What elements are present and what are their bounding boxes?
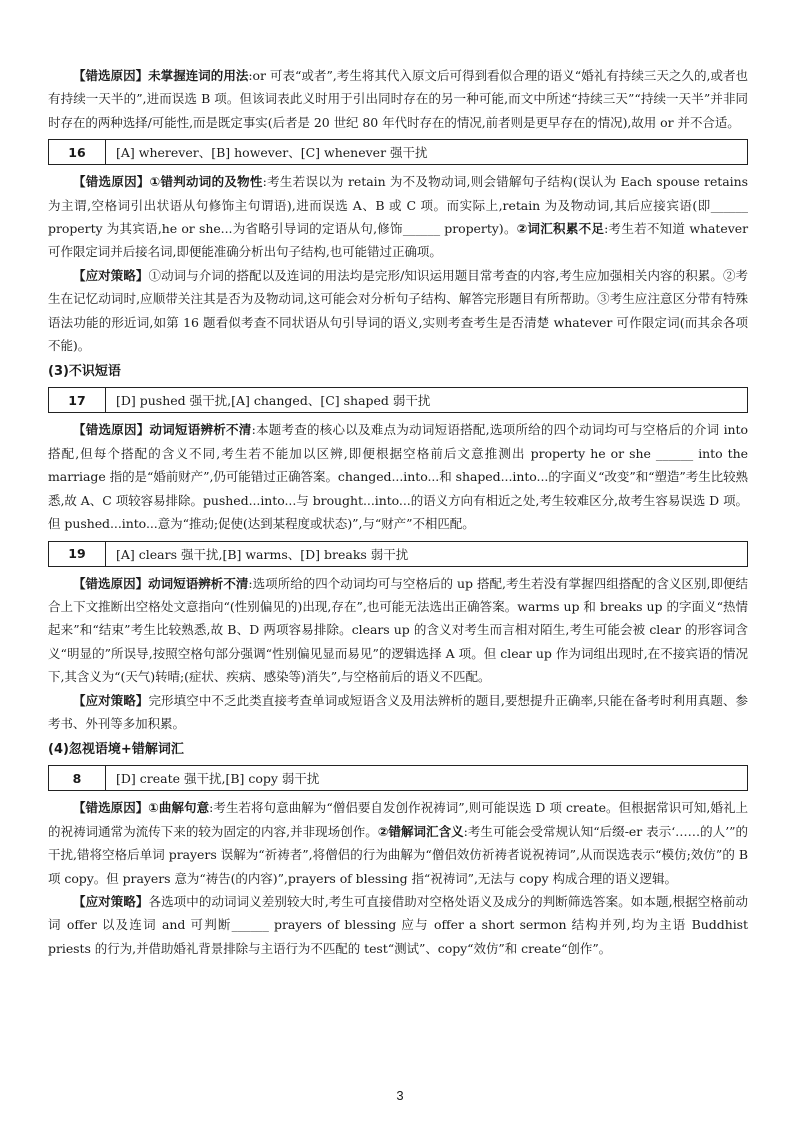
text-run: :or 可表“或者”,考生将其代入原文后可得到看似合理的语义“婚礼有持续三天之久的,或者也有持续一天半的”,进而误选 B 项。但该词表此义时用于引出同时存在的另一种可能,而文中所述“持续三天”“持续一天半”并非同时存在的两种选择/可能性,而是既定事实(后者是 20 世纪 80 年代时存在的情况,前者则是更早存在的情况),故用 or 并不合适。 <box>48 68 748 130</box>
text-run: 各选项中的动词词义差别较大时,考生可直接借助对空格处语义及成分的判断筛选答案。如本题,根据空格前动词 offer 以及连词 and 可判断______ prayers of blessing 应与 offer a short sermon 结构并列,均为主语 Buddhist priests 的行为,并借助婚礼背景排除与主语行为不匹配的 test“测试”、copy“效仿”和 create“创作”。 <box>48 893 749 956</box>
paragraph <box>48 264 748 358</box>
section-heading: (4)忽视语境+错解词汇 <box>48 742 184 758</box>
text-run: ①动词与介词的搭配以及连词的用法均是完形/知识运用题目常考查的内容,考生应加强相关内容的积累。②考生在记忆动词时,应顺带关注其是否为及物动词,这可能会对分析句子结构、解答完形题目有所帮助。③考生应注意区分带有特殊语法功能的形近词,如第 16 题看似考查不同状语从句引导词的语义,实则考查考生是否清楚 whatever 可作限定词(而其余各项不能)。 <box>48 267 748 354</box>
paragraph <box>48 796 748 890</box>
paragraph <box>48 418 748 535</box>
bold-label: 【错选原因】动词短语辨析不清 <box>73 575 249 591</box>
text-run: :考生若将句意曲解为“僧侣要自发创作祝祷词”,则可能误选 D 项 create。但根据常识可知,婚礼上的祝祷词通常为流传下来的较为固定的内容,并非现场创作。 <box>48 800 748 839</box>
paragraph <box>48 890 748 960</box>
question-number: 8 <box>49 766 106 790</box>
page-number: 3 <box>396 1088 404 1103</box>
text-run: :本题考查的核心以及难点为动词短语搭配,选项所给的四个动词均可与空格后的介词 into 搭配,但每个搭配的含义不同,考生若不能加以区辨,即便根据空格前后文意推测出 property he or she ______ into the marriage 指的是“婚前财产”,仍可能错过正确答案。changed...into...和 shaped...into...的字面义“改变”和“塑造”考生比较熟悉,故 A、C 项较容易排除。pushed...into...与 brought...into...的语义方向有相近之处,考生较难区分,故考生容易误选 D 项。但 pushed...into...意为“推动;促使(达到某程度或状态)”,与“财产”不相匹配。 <box>48 422 749 532</box>
text-run: :考生若误以为 retain 为不及物动词,则会错解句子结构(误认为 Each spouse retains 为主谓,空格词引出状语从句修饰主句谓语),进而误选 A、B 或 C 项。而实际上,retain 为及物动词,其后应接宾语(即______ property 为其宾语,he or she...为省略引导词的定语从句,修饰______ property)。 <box>48 174 748 237</box>
bold-label: 【应对策略】 <box>73 893 149 909</box>
bold-label: 【错选原因】动词短语辨析不清 <box>73 422 252 438</box>
paragraph <box>48 64 748 134</box>
bold-label: ②词汇积累不足 <box>516 221 605 237</box>
question-options: [A] clears 强干扰,[B] warms、[D] breaks 弱干扰 <box>116 546 409 562</box>
question-number: 17 <box>49 388 106 412</box>
question-number: 19 <box>49 542 106 566</box>
text-run: :考生可能会受常规认知“后缀-er 表示‘……的人’”的干扰,错将空格后单词 prayers 误解为“祈祷者”,将僧侣的行为曲解为“僧侣效仿祈祷者说祝祷词”,从而误选表示“模仿;效仿”的 B 项 copy。但 prayers 意为“祷告(的内容)”,prayers of blessing 指“祝祷词”,无法与 copy 构成合理的语义逻辑。 <box>48 823 748 886</box>
text-run: :考生若不知道 whatever 可作限定词并后接名词,即便能准确分析出句子结构,也可能错过正确项。 <box>48 221 748 260</box>
question-number: 16 <box>49 140 106 164</box>
text-run: :选项所给的四个动词均可与空格后的 up 搭配,考生若没有掌握四组搭配的含义区别,即便结合上下文推断出空格处文意指向“(性别偏见的)出现,存在”,也可能无法选出正确答案。warms up 和 breaks up 的字面义“热情起来”和“结束”考生比较熟悉,故 B、D 两项容易排除。clears up 的含义对考生而言相对陌生,考生可能会被 clear 的形容词含义“明显的”所误导,按照空格句部分强调“性别偏见显而易见”的逻辑选择 A 项。但 clear up 作为词组出现时,在不接宾语的情况下,其含义为“(天气)转晴;(症状、疾病、感染等)消失”,与空格前后的语义不匹配。 <box>48 575 748 685</box>
paragraph <box>48 170 748 264</box>
question-box <box>48 139 748 165</box>
question-options: [D] create 强干扰,[B] copy 弱干扰 <box>116 771 320 787</box>
bold-label: 【应对策略】 <box>73 267 149 283</box>
bold-label: 【应对策略】 <box>73 692 149 708</box>
page-content <box>48 64 748 960</box>
question-box <box>48 765 748 791</box>
bold-label: 【错选原因】未掌握连词的用法 <box>73 68 249 83</box>
paragraph <box>48 689 748 736</box>
question-options: [A] wherever、[B] however、[C] whenever 强干扰 <box>116 145 428 161</box>
text-run: 完形填空中不乏此类直接考查单词或短语含义及用法辨析的题目,要想提升正确率,只能在备考时利用真题、参考书、外刊等多加积累。 <box>48 692 749 731</box>
section-heading: (3)不识短语 <box>48 364 121 380</box>
bold-label: ②错解词汇含义 <box>377 823 464 839</box>
question-box <box>48 387 748 413</box>
question-box <box>48 541 748 567</box>
paragraph <box>48 572 748 689</box>
question-options: [D] pushed 强干扰,[A] changed、[C] shaped 弱干扰 <box>116 393 431 409</box>
bold-label: 【错选原因】①错判动词的及物性 <box>73 174 263 190</box>
bold-label: 【错选原因】①曲解句意 <box>73 800 210 816</box>
